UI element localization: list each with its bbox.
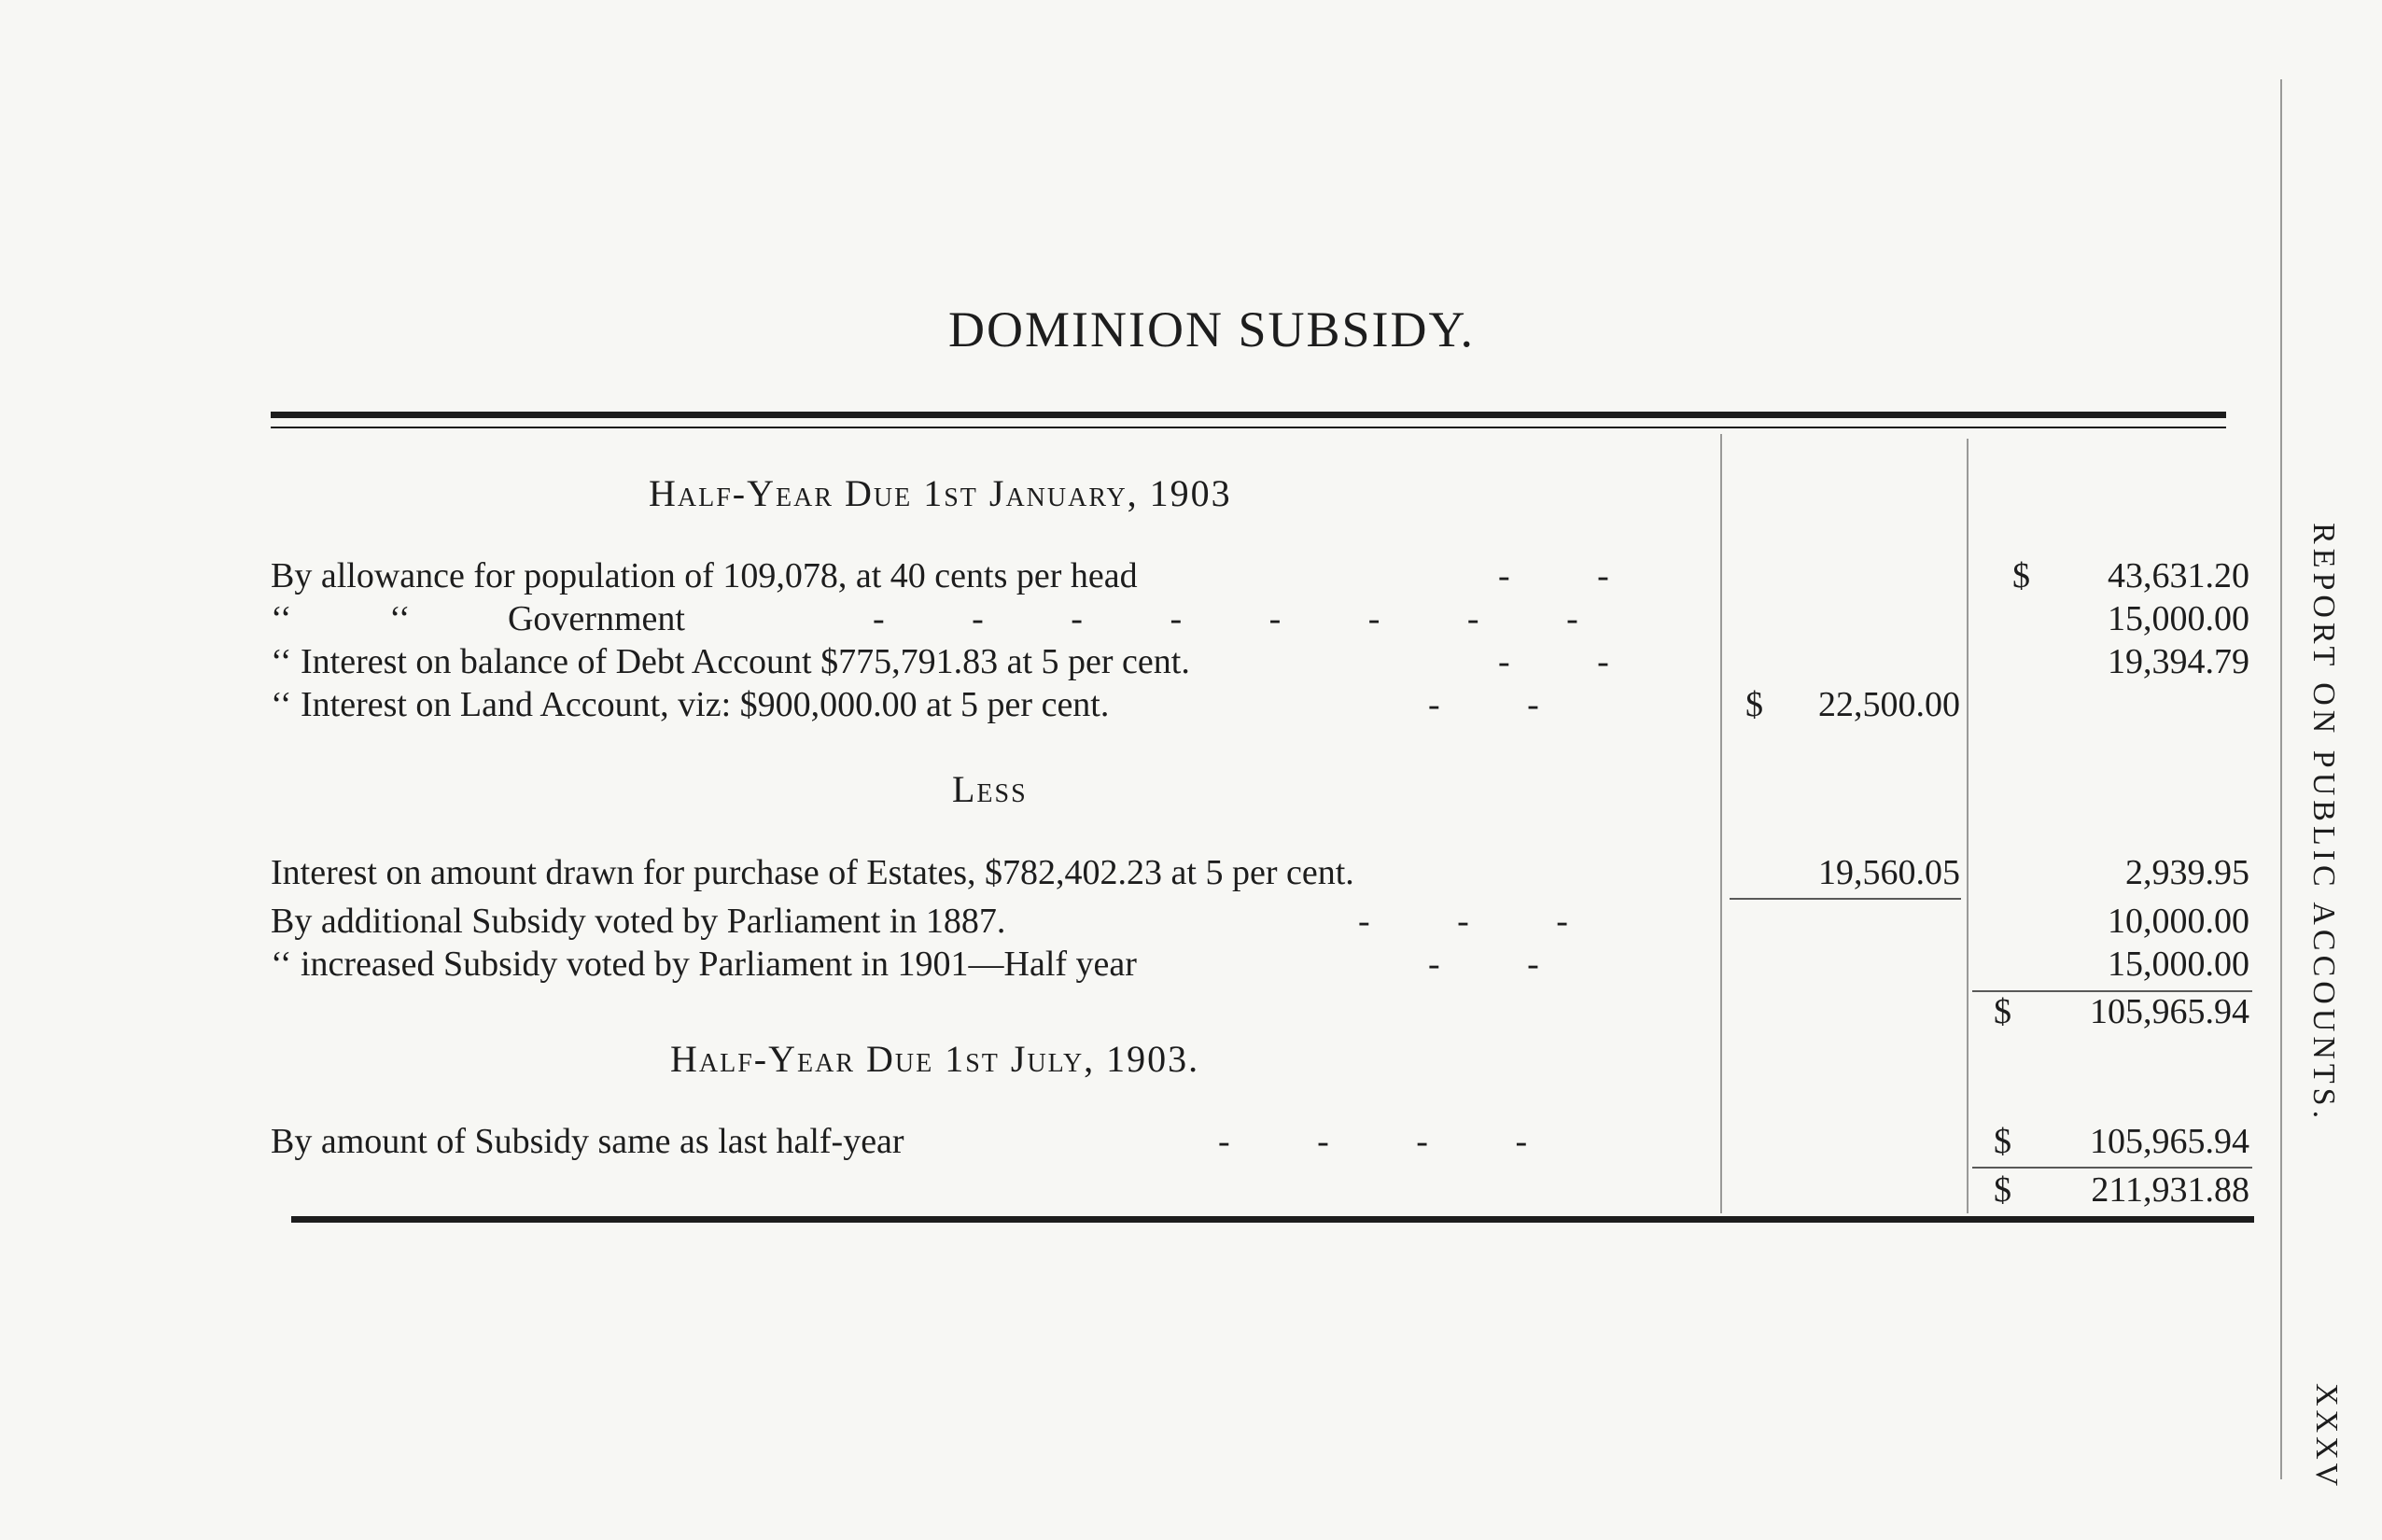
top-rule-thick: [271, 412, 2226, 418]
row-land-interest-leader: - -: [1428, 685, 1578, 724]
row-additional-subsidy-leader: - - -: [1358, 902, 1607, 941]
row-government: [271, 598, 685, 639]
row-debt-interest-leader: - -: [1498, 642, 1648, 681]
column-divider-2: [1967, 439, 1969, 1213]
row-same-subsidy-leader: - - - -: [1218, 1122, 1567, 1161]
row-population: By allowance for population of 109,078, at 40 cents per head: [271, 556, 1138, 595]
top-rule-thin: [271, 427, 2226, 428]
column-divider-1: [1720, 434, 1722, 1213]
row-additional-subsidy: By additional Subsidy voted by Parliament in 1887.: [271, 902, 1006, 941]
margin-rule: [2280, 79, 2282, 1479]
row-debt-interest-amount: 19,394.79: [2108, 642, 2249, 681]
row-government-text: ‘‘ ‘‘ Government: [271, 599, 685, 638]
row-government-amount: 15,000.00: [2108, 599, 2249, 638]
row-increased-subsidy-amount: 15,000.00: [2108, 945, 2249, 984]
row-additional-subsidy-amount: 10,000.00: [2108, 902, 2249, 941]
row-estates-net-amount: 2,939.95: [2125, 853, 2249, 892]
row-population-leader: - -: [1498, 556, 1648, 595]
row-government-leader: - - - - - - - -: [873, 599, 1618, 638]
less-heading: Less: [952, 768, 1028, 810]
subtotal-dollar: $: [1994, 992, 2011, 1031]
col2-underline: [1730, 898, 1961, 900]
section2-heading: Half-Year Due 1st July, 1903.: [670, 1038, 1200, 1080]
page-title: DOMINION SUBSIDY.: [948, 301, 1476, 357]
row-estates-interest: Interest on amount drawn for purchase of Estates, $782,402.23 at 5 per cent.: [271, 853, 1354, 892]
row-land-interest: ‘‘ Interest on Land Account, viz: $900,000.00 at 5 per cent.: [271, 685, 1110, 724]
total-dollar: $: [1994, 1170, 2011, 1210]
subtotal-amount: 105,965.94: [2090, 992, 2249, 1031]
row-same-subsidy-dollar: $: [1994, 1122, 2011, 1161]
row-estates-interest-col2: 19,560.05: [1818, 853, 1960, 892]
running-head: REPORT ON PUBLIC ACCOUNTS.: [2306, 523, 2341, 1124]
page-number: XXXV: [2309, 1383, 2344, 1491]
row-land-interest-dollar: $: [1745, 685, 1763, 724]
row-increased-subsidy: ‘‘ increased Subsidy voted by Parliament in 1901—Half year: [271, 945, 1137, 984]
row-population-dollar: $: [2012, 556, 2030, 595]
row-land-interest-amount: 22,500.00: [1818, 685, 1960, 724]
row-same-subsidy: By amount of Subsidy same as last half-year: [271, 1122, 904, 1161]
row-increased-subsidy-leader: - -: [1428, 945, 1578, 984]
row-population-amount: 43,631.20: [2108, 556, 2249, 595]
total-amount: 211,931.88: [2091, 1170, 2249, 1210]
bottom-rule: [291, 1216, 2254, 1223]
total-rule: [1972, 1167, 2252, 1169]
row-debt-interest: ‘‘ Interest on balance of Debt Account $775,791.83 at 5 per cent.: [271, 642, 1190, 681]
section1-heading: Half-Year Due 1st January, 1903: [649, 472, 1232, 514]
row-same-subsidy-amount: 105,965.94: [2090, 1122, 2249, 1161]
